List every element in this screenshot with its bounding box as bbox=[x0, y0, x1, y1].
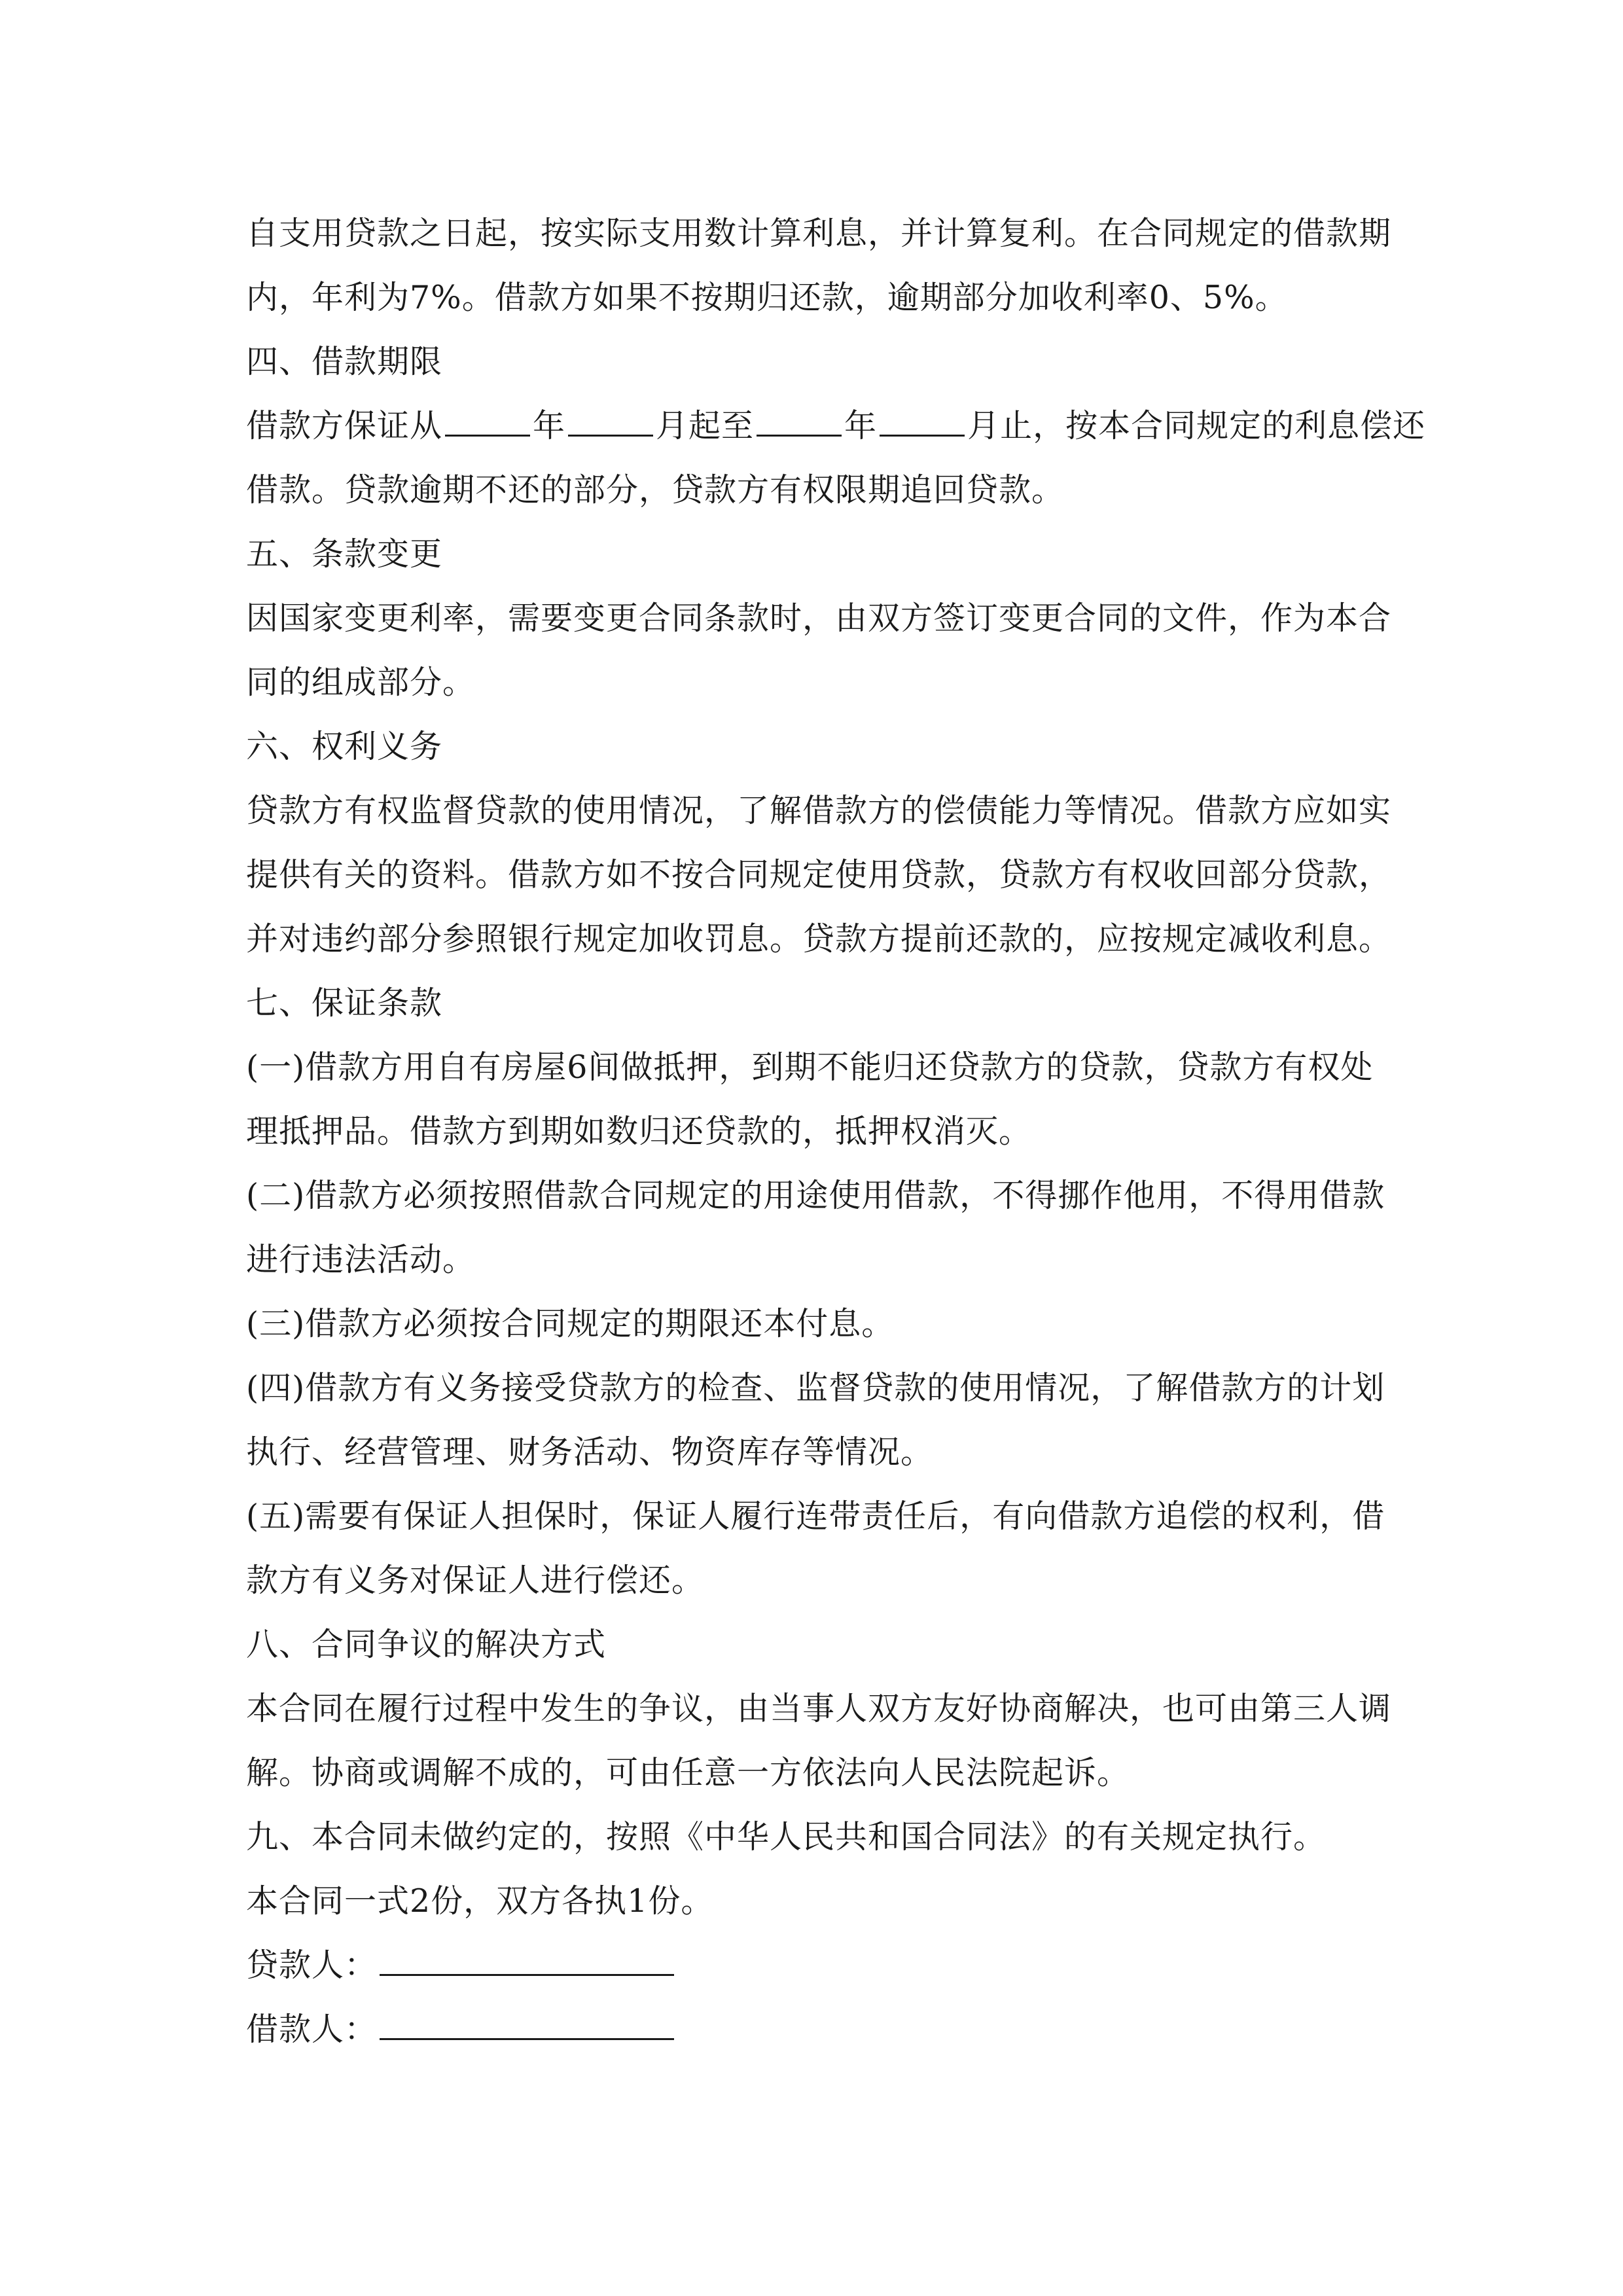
text-line: 自支用贷款之日起，按实际支用数计算利息，并计算复利。在合同规定的借款期 bbox=[246, 215, 1392, 252]
borrower-signature-line bbox=[246, 1998, 1404, 2062]
lender-label: 贷款人： bbox=[246, 1946, 378, 1984]
text-line: 同的组成部分。 bbox=[246, 664, 476, 701]
end-month-blank bbox=[880, 395, 965, 437]
term-year-1: 年 bbox=[533, 407, 566, 444]
text-line: 借款。贷款逾期不还的部分，贷款方有权限期追回贷款。 bbox=[246, 471, 1065, 509]
text-line: 执行、经营管理、财务活动、物资库存等情况。 bbox=[246, 1433, 934, 1471]
text-line: 内，年利为7%。借款方如果不按期归还款，逾期部分加收利率0、5%。 bbox=[246, 279, 1288, 316]
term-year-2: 年 bbox=[844, 407, 878, 444]
contract-page bbox=[246, 202, 1426, 2062]
lender-signature-line bbox=[246, 1933, 1404, 1998]
section-heading: 四、借款期限 bbox=[246, 343, 443, 380]
section-heading: 八、合同争议的解决方式 bbox=[246, 1626, 607, 1663]
text-line: (五)需要有保证人担保时，保证人履行连带责任后，有向借款方追偿的权利，借 bbox=[246, 1498, 1385, 1535]
lender-signature-blank bbox=[380, 1935, 674, 1976]
text-line: 本合同在履行过程中发生的争议，由当事人双方友好协商解决，也可由第三人调 bbox=[246, 1690, 1392, 1727]
text-line: 理抵押品。借款方到期如数归还贷款的，抵押权消灭。 bbox=[246, 1113, 1032, 1150]
section-heading: 五、条款变更 bbox=[246, 535, 443, 573]
borrower-label: 借款人： bbox=[246, 2011, 378, 2048]
text-line: 提供有关的资料。借款方如不按合同规定使用贷款，贷款方有权收回部分贷款， bbox=[246, 856, 1392, 893]
start-month-blank bbox=[568, 395, 653, 437]
start-year-blank bbox=[445, 395, 530, 437]
text-line: 贷款方有权监督贷款的使用情况，了解借款方的偿债能力等情况。借款方应如实 bbox=[246, 792, 1392, 829]
text-line: (二)借款方必须按照借款合同规定的用途使用借款，不得挪作他用，不得用借款 bbox=[246, 1177, 1385, 1214]
text-line: 并对违约部分参照银行规定加收罚息。贷款方提前还款的，应按规定减收利息。 bbox=[246, 920, 1392, 958]
text-line: 本合同一式2份，双方各执1份。 bbox=[246, 1882, 714, 1920]
section-heading: 七、保证条款 bbox=[246, 984, 443, 1022]
section-heading: 六、权利义务 bbox=[246, 728, 443, 765]
term-month-1: 月起至 bbox=[656, 407, 755, 444]
text-line: (四)借款方有义务接受贷款方的检查、监督贷款的使用情况，了解借款方的计划 bbox=[246, 1369, 1385, 1407]
text-line: 解。协商或调解不成的，可由任意一方依法向人民法院起诉。 bbox=[246, 1754, 1130, 1791]
term-prefix: 借款方保证从 bbox=[246, 407, 443, 444]
text-line: (一)借款方用自有房屋6间做抵押，到期不能归还贷款方的贷款，贷款方有权处 bbox=[246, 1049, 1374, 1086]
text-line: (三)借款方必须按合同规定的期限还本付息。 bbox=[246, 1305, 895, 1342]
text-line: 因国家变更利率，需要变更合同条款时，由双方签订变更合同的文件，作为本合 bbox=[246, 600, 1392, 637]
end-year-blank bbox=[757, 395, 842, 437]
text-line: 九、本合同未做约定的，按照《中华人民共和国合同法》的有关规定执行。 bbox=[246, 1818, 1327, 1856]
loan-term-line bbox=[246, 394, 1426, 458]
text-line: 进行违法活动。 bbox=[246, 1241, 476, 1278]
text-line: 款方有义务对保证人进行偿还。 bbox=[246, 1562, 705, 1599]
borrower-signature-blank bbox=[380, 1999, 674, 2040]
term-suffix: 月止，按本合同规定的利息偿还 bbox=[967, 407, 1426, 444]
